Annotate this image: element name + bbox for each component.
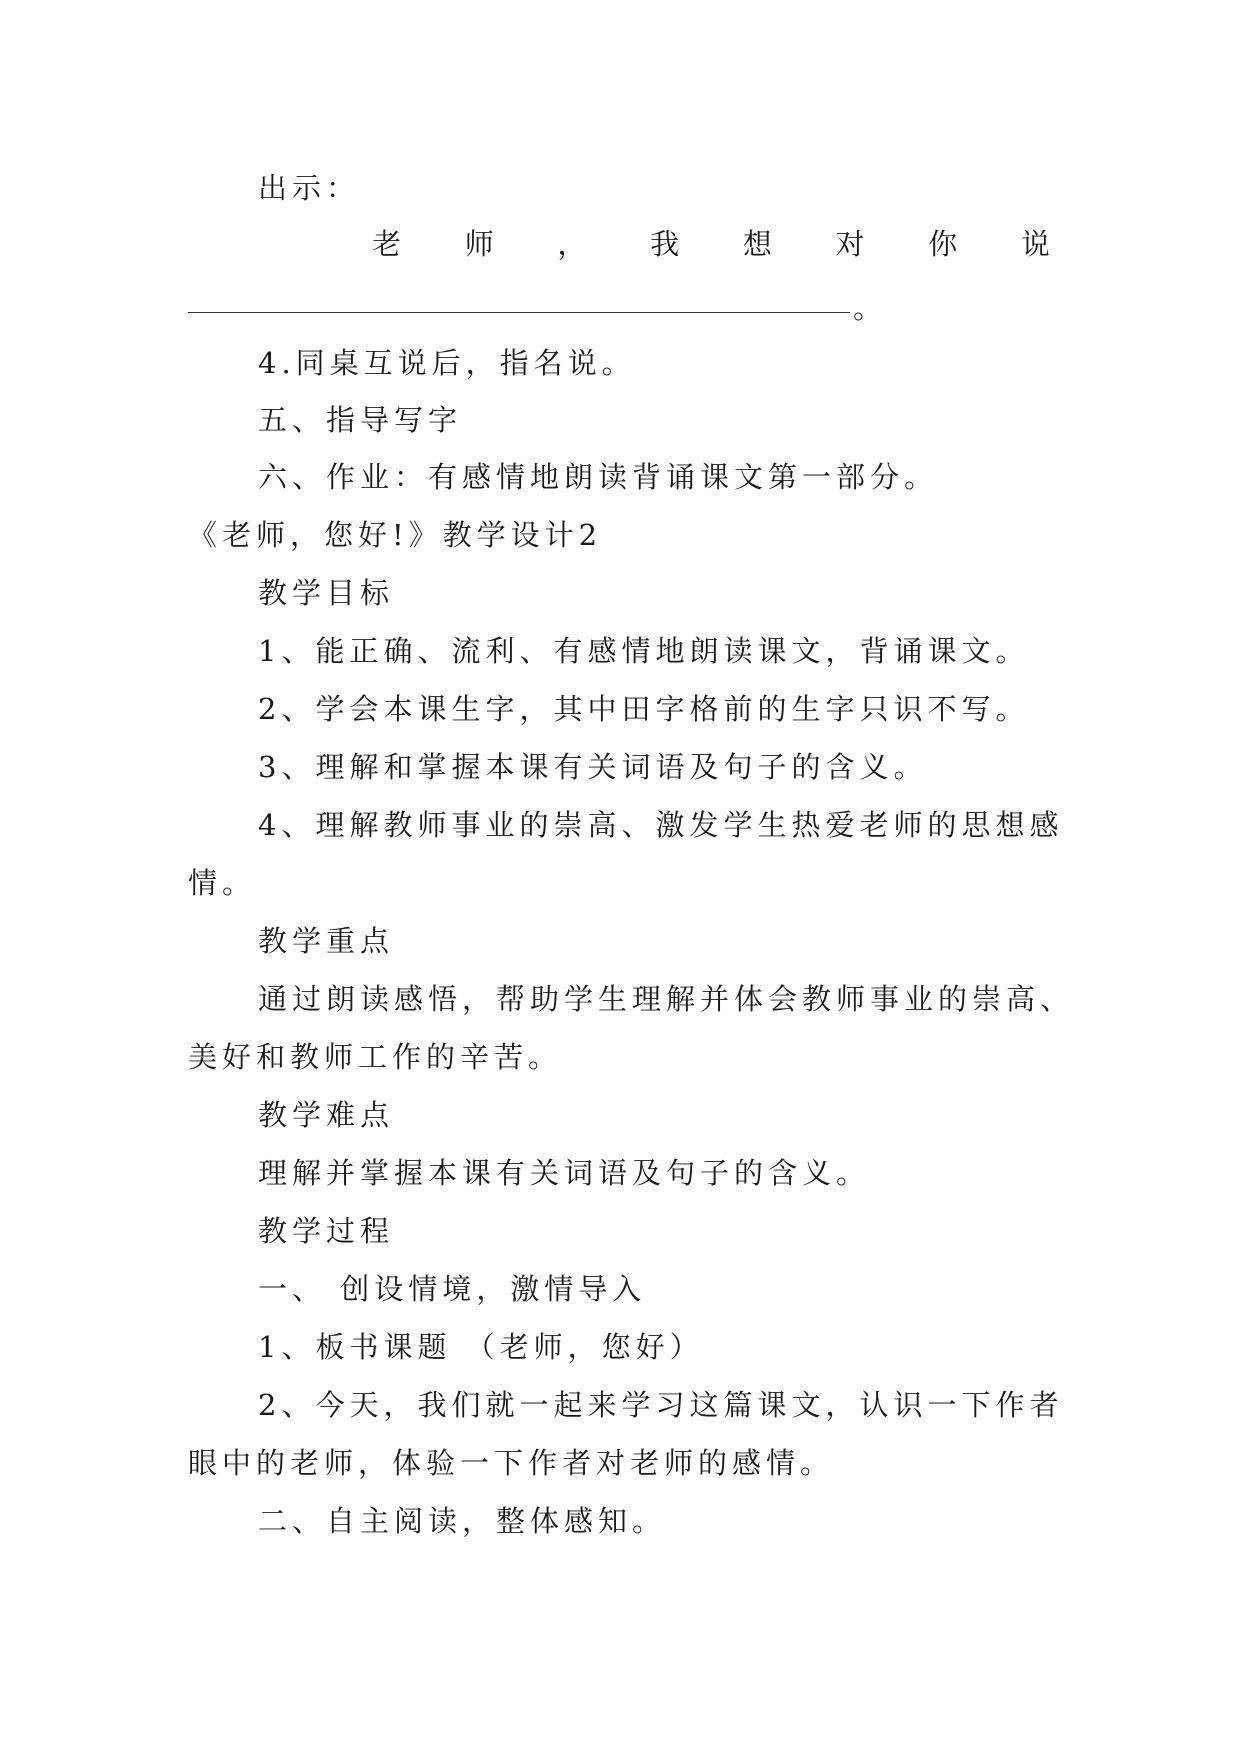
fill-in-word: ， (557, 227, 587, 261)
fill-in-word: 想 (742, 227, 772, 261)
paragraph: 通过朗读感悟，帮助学生理解并体会教师事业的崇高、 (258, 982, 1075, 1016)
paragraph: 4.同桌互说后，指名说。 (258, 346, 636, 380)
section-heading: 二、自主阅读，整体感知。 (258, 1504, 667, 1538)
fill-in-blank-line (188, 312, 850, 313)
list-item: 2、学会本课生字，其中田字格前的生字只识不写。 (258, 692, 1030, 726)
fill-in-word: 老 (372, 227, 402, 261)
section-heading: 教学过程 (258, 1214, 395, 1248)
fill-in-word: 说 (1020, 227, 1050, 261)
list-item: 1、板书课题 （老师，您好） (258, 1330, 704, 1364)
list-item-continuation: 情。 (188, 866, 257, 900)
section-heading: 教学难点 (258, 1098, 395, 1132)
fill-in-word: 我 (650, 227, 680, 261)
section-heading: 教学重点 (258, 924, 395, 958)
paragraph-continuation: 美好和教师工作的辛苦。 (188, 1040, 563, 1074)
list-item: 2、今天，我们就一起来学习这篇课文，认识一下作者 (258, 1388, 1064, 1422)
section-heading: 一、 创设情境，激情导入 (258, 1272, 647, 1306)
section-heading: 五、指导写字 (258, 403, 463, 437)
list-item: 3、理解和掌握本课有关词语及句子的含义。 (258, 750, 928, 784)
list-item: 4、理解教师事业的崇高、激发学生热爱老师的思想感 (258, 808, 1064, 842)
list-item-continuation: 眼中的老师，体验一下作者对老师的感情。 (188, 1446, 835, 1480)
paragraph: 六、作业：有感情地朗读背诵课文第一部分。 (258, 460, 939, 494)
document-title: 《老师，您好!》教学设计2 (188, 518, 603, 552)
fill-in-end-punctuation: 。 (853, 291, 883, 325)
fill-in-sentence (372, 224, 1050, 264)
show-label: 出示： (258, 171, 361, 205)
fill-in-word: 师 (464, 227, 494, 261)
section-heading: 教学目标 (258, 576, 395, 610)
paragraph: 理解并掌握本课有关词语及句子的含义。 (258, 1156, 871, 1190)
fill-in-word: 对 (835, 227, 865, 261)
list-item: 1、能正确、流利、有感情地朗读课文，背诵课文。 (258, 634, 1030, 668)
fill-in-word: 你 (928, 227, 958, 261)
